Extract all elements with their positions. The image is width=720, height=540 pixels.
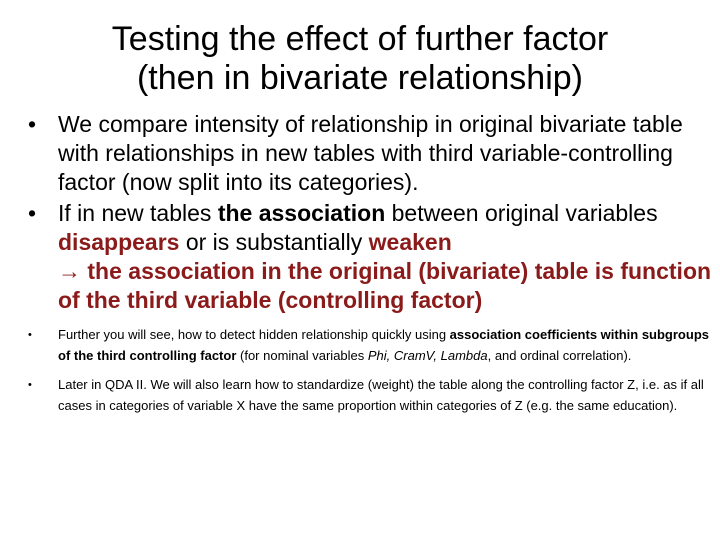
bullet-marker: • <box>28 200 37 226</box>
bullet-3-text-2: (for nominal variables <box>236 347 368 363</box>
bullet-1-text: We compare intensity of relationship in original bivariate table with relationships in new tables with third variable-controlling factor (now split into its categories). <box>58 111 683 195</box>
bullet-item-2 <box>22 199 712 315</box>
title-line-2: (then in bivariate relationship) <box>136 59 584 97</box>
bullet-3-text-1: Further you will see, how to detect hidden relationship quickly using <box>58 327 450 342</box>
bullet-marker: • <box>28 329 32 341</box>
bullet-2-conclusion: → the association in the original (bivariate) table is function of the third variable (controlling factor) <box>58 258 712 313</box>
bullet-4-text: Later in QDA II. We will also learn how to standardize (weight) the table along the controlling factor Z, i.e. as if all cases in categories of variable X have the same proportion within categories of Z (e.g. the same education). <box>58 377 704 413</box>
bullet-2-text-3: or is substantially <box>179 229 369 255</box>
bullet-2-text-2: between original variables <box>385 200 658 226</box>
bullet-3-bold: association coefficients within subgroups of the third controlling factor <box>58 327 709 363</box>
bullet-item-3 <box>22 325 712 366</box>
bullet-3-italic: Phi, CramV, Lambda <box>367 347 488 363</box>
bullet-2-emphasis-weaken: weaken <box>368 229 452 255</box>
bullet-2-bold-1: the association <box>217 200 386 226</box>
bullet-2-text-1: If in new tables <box>58 200 218 226</box>
bullet-marker: • <box>28 379 32 391</box>
bullet-marker: • <box>28 111 37 137</box>
bullet-item-1 <box>22 110 712 197</box>
bullet-list <box>22 110 712 416</box>
title-line-1: Testing the effect of further factor <box>111 20 609 58</box>
bullet-3-text-3: , and ordinal correlation). <box>487 347 632 363</box>
bullet-2-emphasis-disappears: disappears <box>58 229 180 255</box>
bullet-item-4 <box>22 375 712 416</box>
slide-title <box>20 20 700 98</box>
